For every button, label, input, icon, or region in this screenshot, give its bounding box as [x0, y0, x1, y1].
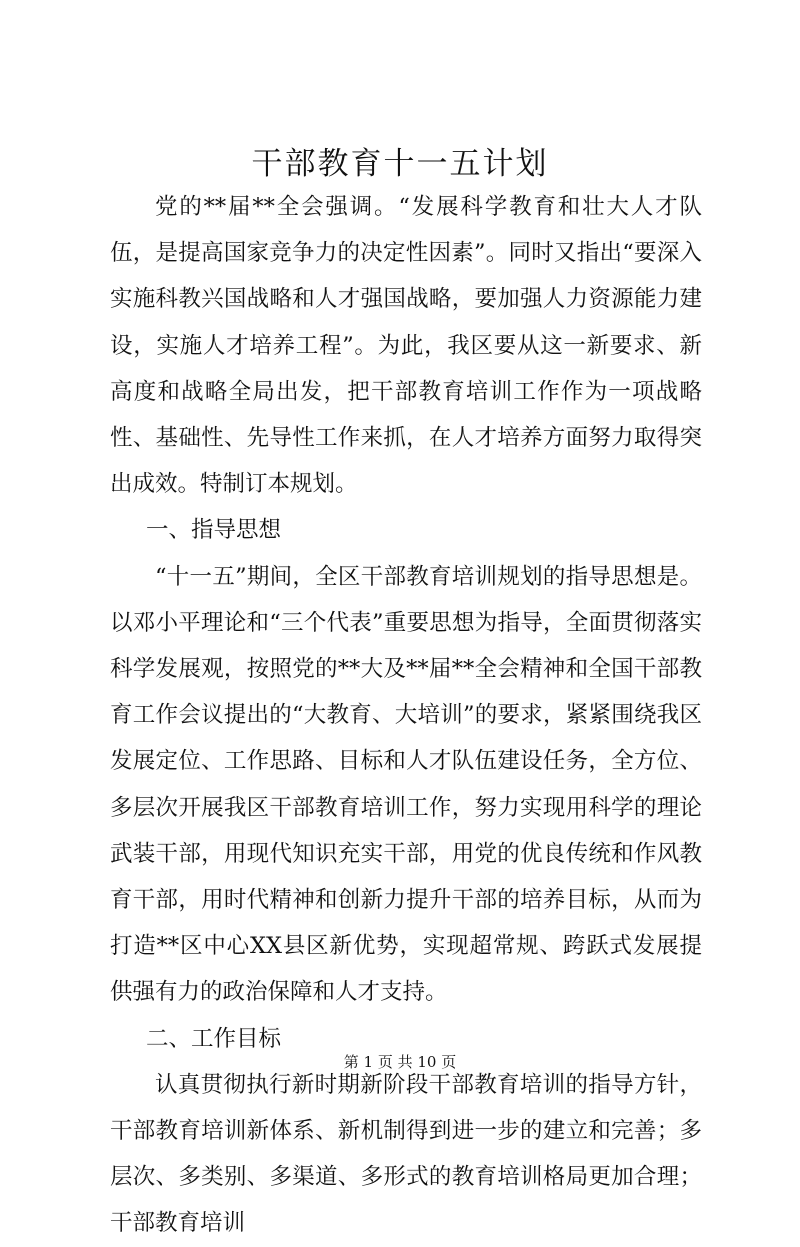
document-body: [110, 184, 702, 1247]
document-title: 干部教育十一五计划: [251, 146, 549, 182]
page-number-footer: 第 1 页 共 10 页: [343, 1053, 457, 1071]
section-heading-guiding-ideology: 一、指导思想: [146, 517, 282, 544]
paragraph-guiding-ideology: “十一五”期间，全区干部教育培训规划的指导思想是。以邓小平理论和“三个代表”重要思想为指导，全面贯彻落实科学发展观，按照党的**大及**届**全会精神和全国干部教育工作会议提出的“大教育、大培训”的要求，紧紧围绕我区发展定位、工作思路、目标和人才队伍建设任务，全方位、多层次开展我区干部教育培训工作，努力实现用科学的理论武装干部，用现代知识充实干部，用党的优良传统和作风教育干部，用时代精神和创新力提升干部的培养目标，从而为打造**区中心XX县区新优势，实现超常规、跨跃式发展提供强有力的政治保障和人才支持。: [110, 563, 702, 1006]
paragraph-work-goals: 认真贯彻执行新时期新阶段干部教育培训的指导方针，干部教育培训新体系、新机制得到进一步的建立和完善；多层次、多类别、多渠道、多形式的教育培训格局更加合理；干部教育培训: [110, 1071, 702, 1237]
section-heading-work-goals: 二、工作目标: [146, 1025, 282, 1052]
paragraph-intro: 党的**届**全会强调。“发展科学教育和壮大人才队伍，是提高国家竞争力的决定性因素”。同时又指出“要深入实施科教兴国战略和人才强国战略，要加强人力资源能力建设，实施人才培养工程”。为此，我区要从这一新要求、新高度和战略全局出发，把干部教育培训工作作为一项战略性、基础性、先导性工作来抓，在人才培养方面努力取得突出成效。特制订本规划。: [110, 194, 702, 498]
